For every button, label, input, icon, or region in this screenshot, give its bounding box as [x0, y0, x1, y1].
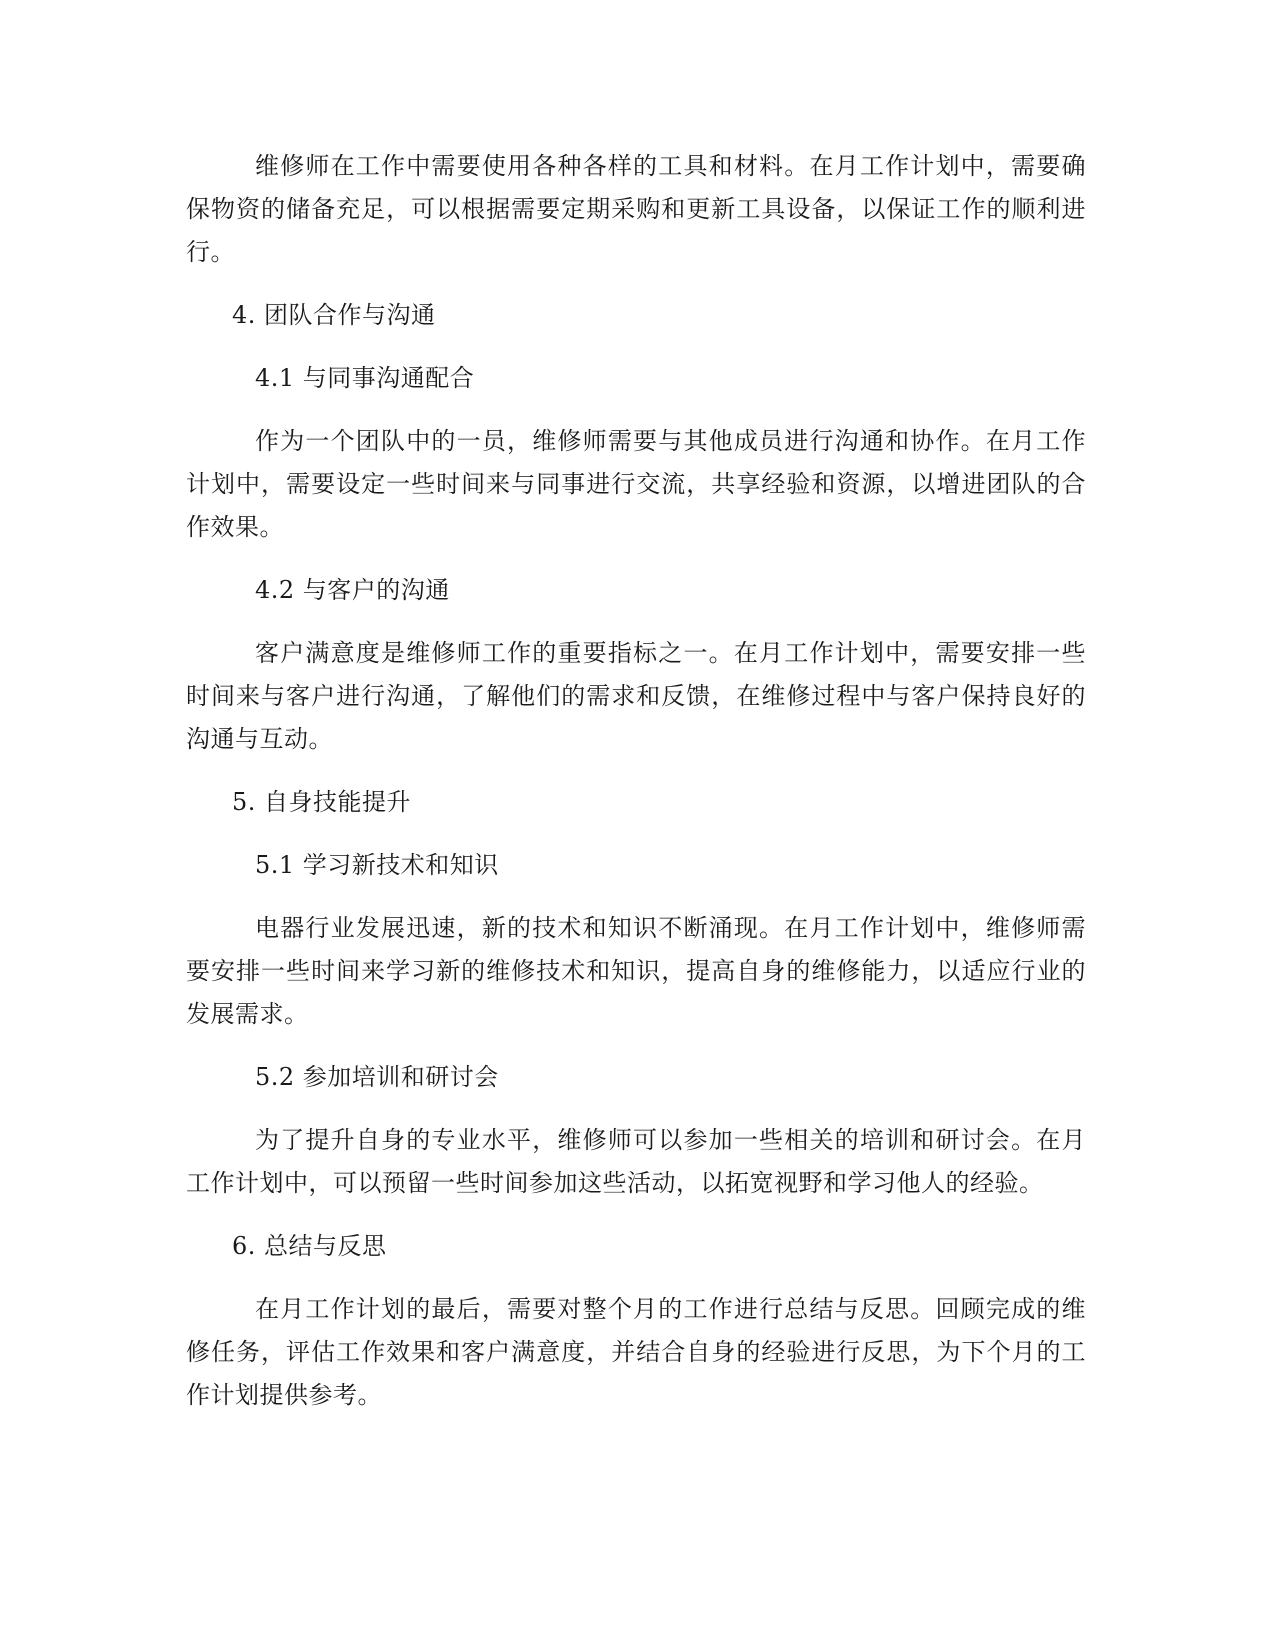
paragraph-colleague-communication: 作为一个团队中的一员，维修师需要与其他成员进行沟通和协作。在月工作计划中，需要设定一些时间来与同事进行交流，共享经验和资源，以增进团队的合作效果。	[186, 427, 1086, 541]
subheading-colleague-communication: 4.1 与同事沟通配合	[255, 364, 475, 392]
paragraph-learn-new-tech: 电器行业发展迅速，新的技术和知识不断涌现。在月工作计划中，维修师需要安排一些时间来学习新的维修技术和知识，提高自身的维修能力，以适应行业的发展需求。	[186, 914, 1086, 1028]
document-body	[186, 145, 1086, 1437]
paragraph-customer-communication: 客户满意度是维修师工作的重要指标之一。在月工作计划中，需要安排一些时间来与客户进行沟通，了解他们的需求和反馈，在维修过程中与客户保持良好的沟通与互动。	[186, 639, 1086, 753]
paragraph-training-seminars: 为了提升自身的专业水平，维修师可以参加一些相关的培训和研讨会。在月工作计划中，可以预留一些时间参加这些活动，以拓宽视野和学习他人的经验。	[186, 1126, 1086, 1197]
subheading-customer-communication: 4.2 与客户的沟通	[255, 576, 450, 604]
paragraph-tools-materials: 维修师在工作中需要使用各种各样的工具和材料。在月工作计划中，需要确保物资的储备充足，可以根据需要定期采购和更新工具设备，以保证工作的顺利进行。	[186, 152, 1086, 266]
heading-summary-reflection: 6. 总结与反思	[232, 1232, 387, 1260]
subheading-training-seminars: 5.2 参加培训和研讨会	[255, 1063, 499, 1091]
paragraph-summary-reflection: 在月工作计划的最后，需要对整个月的工作进行总结与反思。回顾完成的维修任务，评估工作效果和客户满意度，并结合自身的经验进行反思，为下个月的工作计划提供参考。	[186, 1295, 1086, 1409]
subheading-learn-new-tech: 5.1 学习新技术和知识	[255, 851, 499, 879]
heading-teamwork-communication: 4. 团队合作与沟通	[232, 301, 436, 329]
heading-skill-improvement: 5. 自身技能提升	[232, 788, 412, 816]
